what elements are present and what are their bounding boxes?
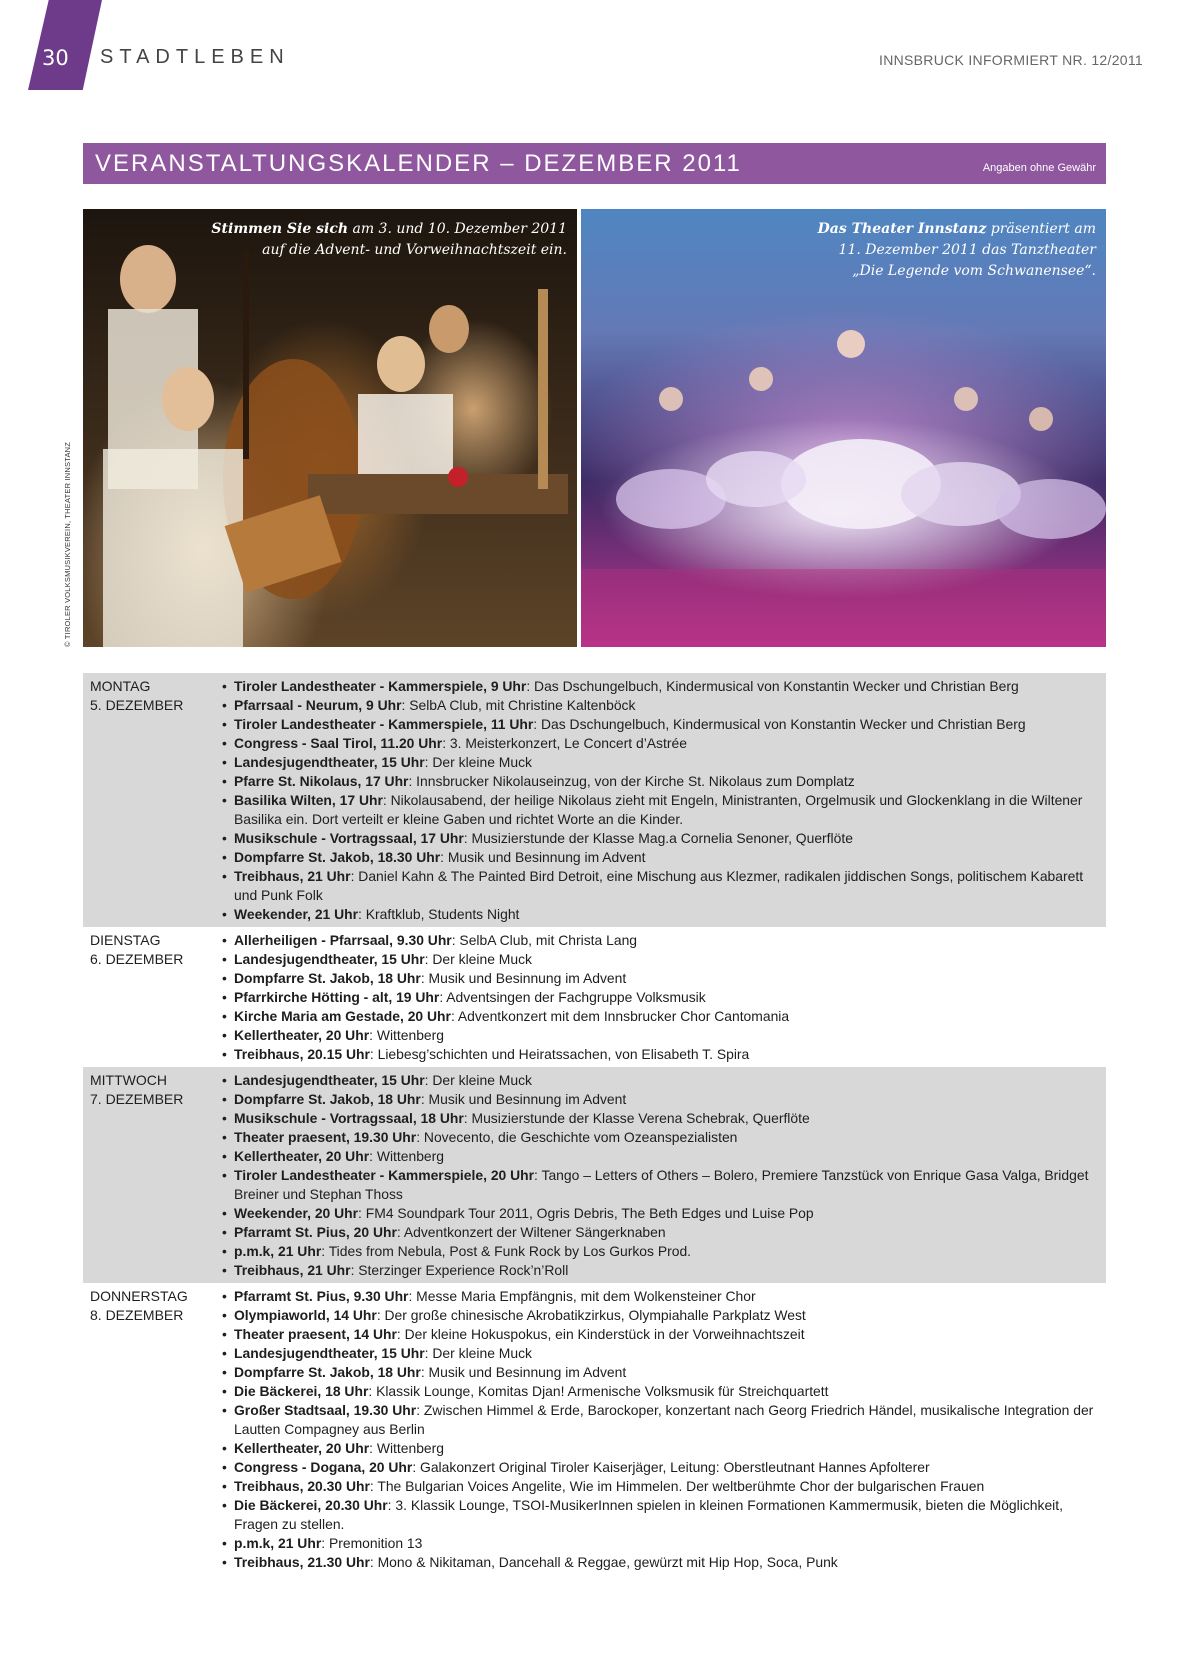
event-description: : Das Dschungelbuch, Kindermusical von Konstantin Wecker und Christian Berg <box>533 716 1026 732</box>
event-item <box>220 1458 1100 1477</box>
event-description: : Novecento, die Geschichte vom Ozeanspezialisten <box>416 1129 738 1145</box>
event-item <box>220 1071 1100 1090</box>
event-description: : Musizierstunde der Klasse Verena Schebrak, Querflöte <box>463 1110 810 1126</box>
event-venue-time: Theater praesent, 19.30 Uhr <box>234 1129 417 1145</box>
event-description: : SelbA Club, mit Christine Kaltenböck <box>401 697 636 713</box>
event-item <box>220 1439 1100 1458</box>
ballet-photo <box>581 209 1106 647</box>
folk-music-photo <box>83 209 577 647</box>
event-item <box>220 1166 1100 1204</box>
event-venue-time: Pfarre St. Nikolaus, 17 Uhr <box>234 773 409 789</box>
event-venue-time: Musikschule - Vortragssaal, 17 Uhr <box>234 830 464 846</box>
event-item <box>220 1261 1100 1280</box>
event-list <box>220 677 1100 924</box>
event-description: : SelbA Club, mit Christa Lang <box>451 932 638 948</box>
day-label <box>83 1071 220 1280</box>
event-item <box>220 969 1100 988</box>
event-item <box>220 1477 1100 1496</box>
left-caption-rest: am 3. und 10. Dezember 2011 <box>348 221 567 237</box>
issue-label: INNSBRUCK INFORMIERT NR. 12/2011 <box>879 52 1143 68</box>
event-item <box>220 905 1100 924</box>
event-venue-time: Die Bäckerei, 18 Uhr <box>234 1383 369 1399</box>
event-description: : Das Dschungelbuch, Kindermusical von Konstantin Wecker und Christian Berg <box>526 678 1019 694</box>
event-description: : Daniel Kahn & The Painted Bird Detroit, eine Mischung aus Klezmer, radikalen jiddischen Songs, politischem Kabarett und Punk Folk <box>234 868 1084 903</box>
event-venue-time: Pfarrkirche Hötting - alt, 19 Uhr <box>234 989 440 1005</box>
event-item <box>220 1090 1100 1109</box>
event-venue-time: Dompfarre St. Jakob, 18.30 Uhr <box>234 849 441 865</box>
event-venue-time: Pfarrsaal - Neurum, 9 Uhr <box>234 697 402 713</box>
event-item <box>220 950 1100 969</box>
photo-credit: © TIROLER VOLKSMUSIKVEREIN, THEATER INNSTANZ <box>63 441 72 647</box>
event-venue-time: Treibhaus, 21 Uhr <box>234 1262 351 1278</box>
event-venue-time: Tiroler Landestheater - Kammerspiele, 9 Uhr <box>234 678 527 694</box>
left-photo-caption <box>211 219 567 261</box>
event-item <box>220 1026 1100 1045</box>
event-venue-time: Congress - Dogana, 20 Uhr <box>234 1459 413 1475</box>
right-caption-line-3: „Die Legende vom Schwanensee“. <box>852 263 1096 279</box>
event-item <box>220 1382 1100 1401</box>
day-label <box>83 931 220 1064</box>
event-venue-time: Dompfarre St. Jakob, 18 Uhr <box>234 1364 421 1380</box>
day-label <box>83 677 220 924</box>
event-venue-time: Tiroler Landestheater - Kammerspiele, 11 Uhr <box>234 716 534 732</box>
page-number-tab <box>28 0 102 90</box>
event-venue-time: Kirche Maria am Gestade, 20 Uhr <box>234 1008 451 1024</box>
event-item <box>220 1109 1100 1128</box>
event-venue-time: Dompfarre St. Jakob, 18 Uhr <box>234 1091 421 1107</box>
event-description: : 3. Meisterkonzert, Le Concert d’Astrée <box>442 735 687 751</box>
event-item <box>220 734 1100 753</box>
event-list <box>220 1287 1100 1572</box>
day-block <box>83 1283 1106 1575</box>
event-list <box>220 1071 1100 1280</box>
event-description: : Galakonzert Original Tiroler Kaiserjäger, Leitung: Oberstleutnant Hannes Apfolterer <box>412 1459 930 1475</box>
event-item <box>220 696 1100 715</box>
calendar-title-bar <box>83 143 1106 184</box>
event-venue-time: Musikschule - Vortragssaal, 18 Uhr <box>234 1110 464 1126</box>
event-description: : Tango – Letters of Others – Bolero, Premiere Tanzstück von Enrique Gasa Valga, Bridget Breiner und Stephan Thoss <box>234 1167 1089 1202</box>
event-description: : Musik und Besinnung im Advent <box>440 849 646 865</box>
date: 6. DEZEMBER <box>90 951 184 967</box>
event-item <box>220 1401 1100 1439</box>
event-item <box>220 715 1100 734</box>
event-item <box>220 1147 1100 1166</box>
event-venue-time: Theater praesent, 14 Uhr <box>234 1326 397 1342</box>
event-description: : Der große chinesische Akrobatikzirkus, Olympiahalle Parkplatz West <box>376 1307 806 1323</box>
event-item <box>220 677 1100 696</box>
left-caption-line-2: auf die Advent- und Vorweihnachtszeit ein. <box>262 242 567 258</box>
event-venue-time: Olympiaworld, 14 Uhr <box>234 1307 377 1323</box>
event-description: : Sterzinger Experience Rock’n’Roll <box>350 1262 569 1278</box>
event-description: : Wittenberg <box>369 1440 444 1456</box>
event-venue-time: Treibhaus, 21 Uhr <box>234 868 351 884</box>
event-venue-time: Pfarramt St. Pius, 9.30 Uhr <box>234 1288 409 1304</box>
section-label: STADTLEBEN <box>100 46 290 68</box>
folk-music-illustration <box>83 209 577 647</box>
event-venue-time: Kellertheater, 20 Uhr <box>234 1148 370 1164</box>
event-item <box>220 1128 1100 1147</box>
event-item <box>220 1363 1100 1382</box>
day-block <box>83 927 1106 1067</box>
event-item <box>220 848 1100 867</box>
event-description: : Innsbrucker Nikolauseinzug, von der Kirche St. Nikolaus zum Domplatz <box>408 773 855 789</box>
event-description: : Tides from Nebula, Post & Funk Rock by Los Gurkos Prod. <box>321 1243 692 1259</box>
day-label <box>83 1287 220 1572</box>
right-photo-caption <box>818 219 1096 282</box>
event-description: : Kraftklub, Students Night <box>358 906 520 922</box>
event-item <box>220 791 1100 829</box>
event-description: : Wittenberg <box>369 1027 444 1043</box>
event-description: : Mono & Nikitaman, Dancehall & Reggae, gewürzt mit Hip Hop, Soca, Punk <box>369 1554 838 1570</box>
event-description: : Nikolausabend, der heilige Nikolaus zieht mit Engeln, Ministranten, Orgelmusik und Glockenklang in die Wiltener Basilika ein. Dort verteilt er kleine Gaben und richtet Worte an die Kinder. <box>234 792 1083 827</box>
event-venue-time: Landesjugendtheater, 15 Uhr <box>234 1345 425 1361</box>
event-venue-time: Basilika Wilten, 17 Uhr <box>234 792 383 808</box>
event-venue-time: Kellertheater, 20 Uhr <box>234 1440 370 1456</box>
event-description: : 3. Klassik Lounge, TSOI-MusikerInnen spielen in kleinen Formationen Kammermusik, bieten die Möglichkeit, Fragen zu stellen. <box>234 1497 1063 1532</box>
disclaimer-note: Angaben ohne Gewähr <box>982 162 1096 174</box>
calendar-title: VERANSTALTUNGSKALENDER – DEZEMBER 2011 <box>95 150 742 177</box>
event-item <box>220 772 1100 791</box>
event-item <box>220 1223 1100 1242</box>
event-description: : Liebesg’schichten und Heiratssachen, von Elisabeth T. Spira <box>369 1046 750 1062</box>
weekday: MONTAG <box>90 678 151 694</box>
day-block <box>83 673 1106 927</box>
left-caption-bold: Stimmen Sie sich <box>211 221 349 237</box>
event-venue-time: Landesjugendtheater, 15 Uhr <box>234 1072 425 1088</box>
event-description: : Der kleine Muck <box>424 1345 532 1361</box>
event-item <box>220 1242 1100 1261</box>
event-description: : Der kleine Muck <box>424 754 532 770</box>
weekday: DIENSTAG <box>90 932 161 948</box>
event-venue-time: p.m.k, 21 Uhr <box>234 1535 322 1551</box>
right-caption-rest: präsentiert am <box>986 221 1096 237</box>
date: 7. DEZEMBER <box>90 1091 184 1107</box>
event-description: : Wittenberg <box>369 1148 444 1164</box>
event-venue-time: Großer Stadtsaal, 19.30 Uhr <box>234 1402 417 1418</box>
event-item <box>220 1204 1100 1223</box>
event-description: : Musik und Besinnung im Advent <box>420 1364 627 1380</box>
event-venue-time: Treibhaus, 21.30 Uhr <box>234 1554 370 1570</box>
event-description: : Musik und Besinnung im Advent <box>420 1091 627 1107</box>
event-venue-time: Pfarramt St. Pius, 20 Uhr <box>234 1224 397 1240</box>
date: 8. DEZEMBER <box>90 1307 184 1323</box>
event-item <box>220 753 1100 772</box>
event-venue-time: Congress - Saal Tirol, 11.20 Uhr <box>234 735 443 751</box>
event-venue-time: Die Bäckerei, 20.30 Uhr <box>234 1497 388 1513</box>
event-venue-time: Dompfarre St. Jakob, 18 Uhr <box>234 970 421 986</box>
right-caption-bold: Das Theater Innstanz <box>817 221 987 237</box>
event-item <box>220 1344 1100 1363</box>
event-venue-time: Treibhaus, 20.30 Uhr <box>234 1478 370 1494</box>
event-item <box>220 1553 1100 1572</box>
event-venue-time: p.m.k, 21 Uhr <box>234 1243 322 1259</box>
event-item <box>220 1287 1100 1306</box>
event-venue-time: Tiroler Landestheater - Kammerspiele, 20 Uhr <box>234 1167 535 1183</box>
event-description: : Musik und Besinnung im Advent <box>420 970 627 986</box>
event-venue-time: Allerheiligen - Pfarrsaal, 9.30 Uhr <box>234 932 452 948</box>
event-item <box>220 1496 1100 1534</box>
event-item <box>220 988 1100 1007</box>
event-description: : Messe Maria Empfängnis, mit dem Wolkensteiner Chor <box>408 1288 756 1304</box>
date: 5. DEZEMBER <box>90 697 184 713</box>
event-item <box>220 1325 1100 1344</box>
event-description: : Premonition 13 <box>321 1535 423 1551</box>
event-item <box>220 1306 1100 1325</box>
weekday: MITTWOCH <box>90 1072 167 1088</box>
event-description: : Zwischen Himmel & Erde, Barockoper, konzertant nach Georg Friedrich Händel, musikalische Integration der Lautten Compagney aus Berlin <box>234 1402 1094 1437</box>
event-description: : Der kleine Hokuspokus, ein Kinderstück in der Vorweihnachtszeit <box>396 1326 805 1342</box>
event-calendar <box>83 673 1106 1575</box>
event-description: : Adventkonzert der Wiltener Sängerknaben <box>396 1224 666 1240</box>
event-item <box>220 931 1100 950</box>
event-description: : Klassik Lounge, Komitas Djan! Armenische Volksmusik für Streichquartett <box>368 1383 829 1399</box>
event-description: : Adventkonzert mit dem Innsbrucker Chor Cantomania <box>450 1008 790 1024</box>
event-item <box>220 829 1100 848</box>
page-number: 30 <box>42 46 69 70</box>
event-venue-time: Weekender, 20 Uhr <box>234 1205 359 1221</box>
weekday: DONNERSTAG <box>90 1288 188 1304</box>
event-item <box>220 1045 1100 1064</box>
event-venue-time: Landesjugendtheater, 15 Uhr <box>234 951 425 967</box>
right-caption-line-2: 11. Dezember 2011 das Tanztheater <box>838 242 1096 258</box>
event-description: : Der kleine Muck <box>424 951 532 967</box>
event-list <box>220 931 1100 1064</box>
event-description: : Adventsingen der Fachgruppe Volksmusik <box>439 989 706 1005</box>
event-venue-time: Kellertheater, 20 Uhr <box>234 1027 370 1043</box>
event-description: : The Bulgarian Voices Angelite, Wie im Himmelen. Der weltberühmte Chor der bulgarischen Frauen <box>369 1478 985 1494</box>
event-venue-time: Weekender, 21 Uhr <box>234 906 359 922</box>
event-item <box>220 1534 1100 1553</box>
event-description: : Der kleine Muck <box>424 1072 532 1088</box>
event-item <box>220 867 1100 905</box>
event-description: : Musizierstunde der Klasse Mag.a Cornelia Senoner, Querflöte <box>463 830 853 846</box>
event-description: : FM4 Soundpark Tour 2011, Ogris Debris, The Beth Edges und Luise Pop <box>358 1205 814 1221</box>
event-item <box>220 1007 1100 1026</box>
event-venue-time: Landesjugendtheater, 15 Uhr <box>234 754 425 770</box>
event-venue-time: Treibhaus, 20.15 Uhr <box>234 1046 370 1062</box>
day-block <box>83 1067 1106 1283</box>
